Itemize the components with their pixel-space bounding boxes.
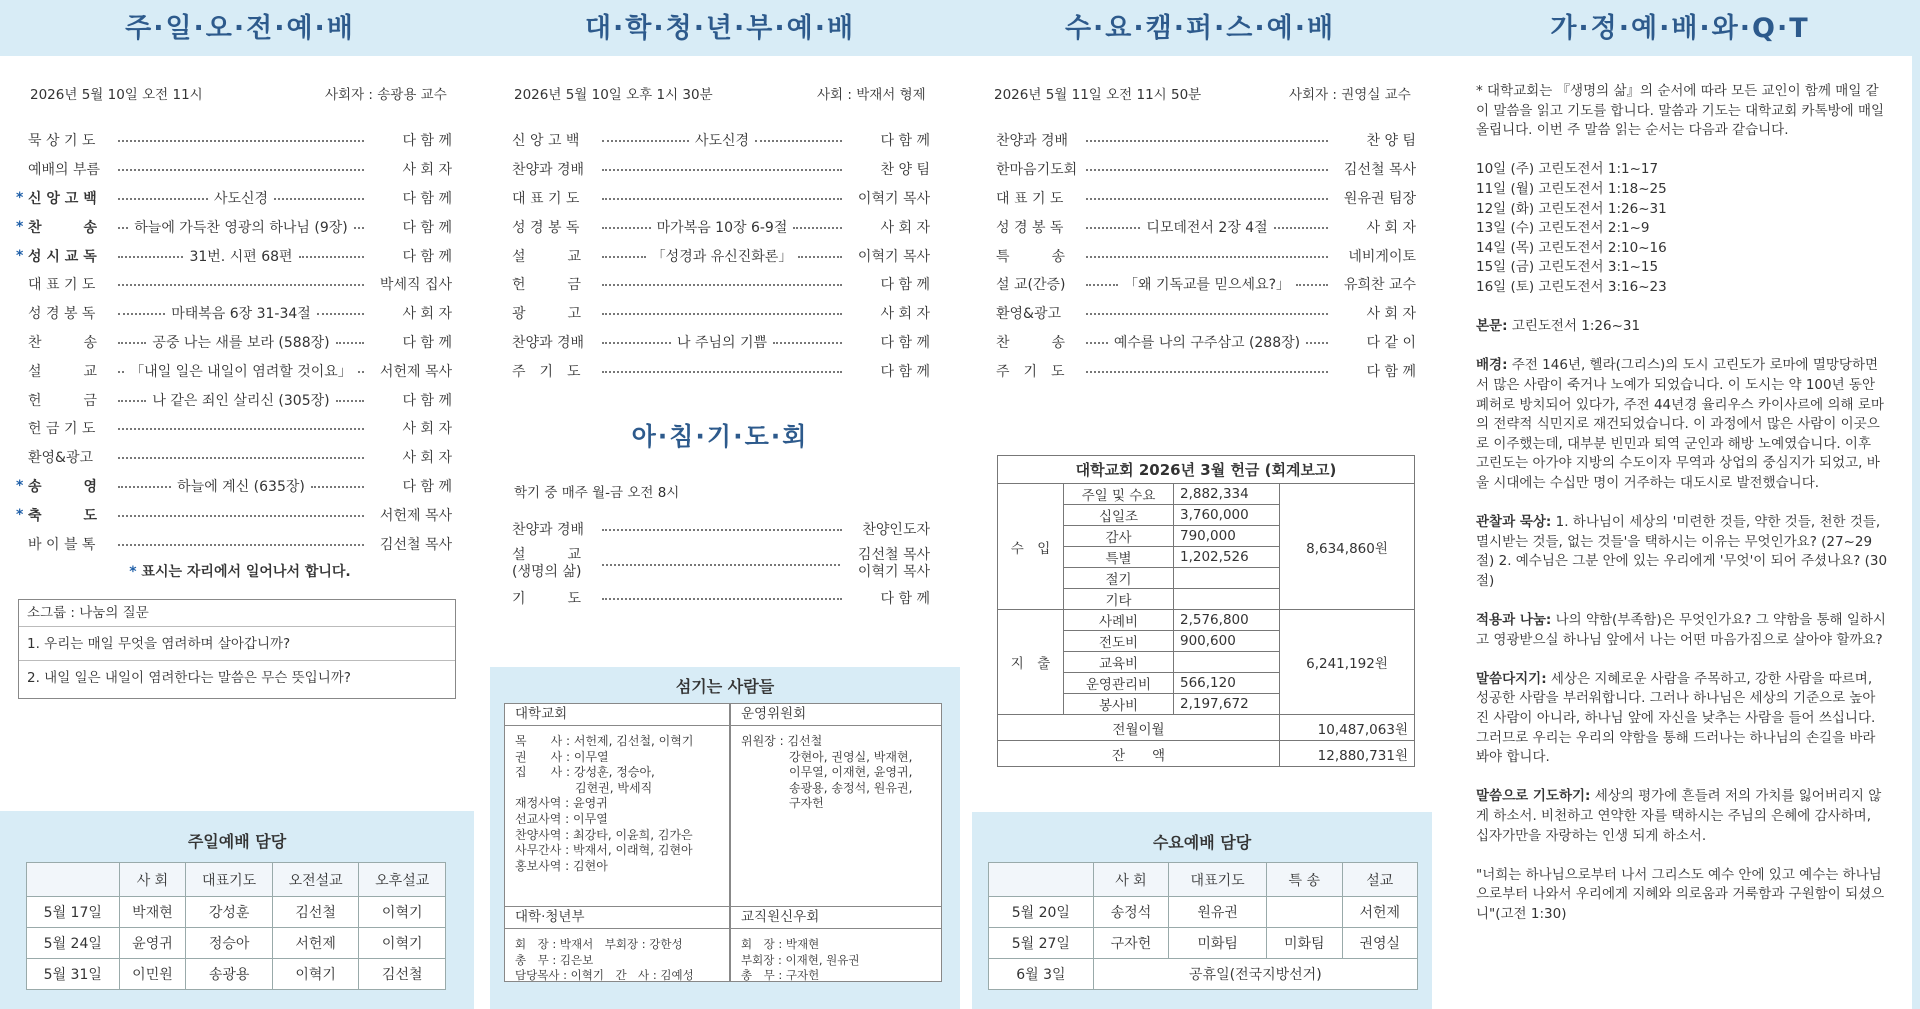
order-detail: 「성경과 유신진화론」	[651, 248, 793, 265]
leader-dots	[358, 371, 364, 373]
finance-expense-row: 운영관리비 566,120	[998, 673, 1415, 694]
duty-cell: 미화팀	[1169, 928, 1267, 959]
servers-church-head: 대학교회	[505, 704, 729, 726]
youth-date: 2026년 5월 10일 오후 1시 30분	[514, 87, 713, 103]
sunday-presider: 사회자 : 송광용 교수	[325, 87, 447, 103]
small-group-q1: 1. 우리는 매일 무엇을 염려하며 살아갑니까?	[19, 626, 455, 660]
order-detail: 나 주님의 기쁨	[676, 334, 768, 351]
order-row	[512, 184, 930, 213]
order-label: 성 경 봉 독	[28, 306, 96, 323]
order-leader: 사 회 자	[1366, 219, 1417, 236]
order-row	[512, 126, 930, 155]
duty-cell: 구자헌	[1093, 928, 1168, 959]
order-leader: 이혁기 목사	[857, 190, 930, 207]
standing-star: *	[16, 247, 24, 264]
order-label: 찬양과 경배	[996, 133, 1069, 150]
order-label: 특 송	[996, 248, 1066, 265]
order-label: 찬 송	[996, 334, 1066, 351]
leader-dots	[602, 313, 842, 315]
morning-prayer-schedule: 학기 중 매주 월-금 오전 8시	[514, 485, 680, 501]
finance-expense-row: 봉사비 2,197,672	[998, 694, 1415, 715]
order-detail: 예수를 나의 구주삼고 (288장)	[1113, 334, 1301, 351]
servers-committee-body: 위원장 : 김선철 강현아, 권영실, 박재현, 이무열, 이재현, 윤영귀, 송광용, 송정석, 원유권, 구자헌	[741, 734, 913, 811]
duty-cell: 윤영귀	[119, 928, 186, 959]
servers-committee-box	[730, 703, 942, 907]
leader-dots	[1086, 371, 1328, 373]
duty-row	[27, 928, 446, 959]
order-row	[16, 155, 452, 184]
servers-committee-head: 운영위원회	[731, 704, 941, 726]
qt-observation: 관찰과 묵상: 1. 하나님이 세상의 '미련한 것들, 약한 것들, 천한 것들, 멸시받는 것들, 없는 것들'을 택하시는 이유는 무엇인가요? (27~29절) 2. 예수님은 그분 안에 있는 우리에게 '무엇'이 되어 주셨나요? (30절)	[1476, 514, 1888, 589]
sunday-date: 2026년 5월 10일 오전 11시	[30, 87, 203, 103]
order-leader: 다 같 이	[1366, 334, 1416, 351]
morning-prayer-title: 아·침·기·도·회	[631, 422, 809, 451]
qt-right-edge	[1912, 0, 1920, 1009]
order-row	[16, 472, 452, 501]
duty-row: 6월 3일 공휴일(전국지방선거)	[989, 959, 1418, 990]
servers-title: 섬기는 사람들	[675, 677, 775, 696]
order-leader: 다 함 께	[402, 133, 452, 150]
leader-dots	[793, 227, 842, 229]
servers-staff-body: 회 장 : 박재현 부회장 : 이재현, 원유권 총 무 : 구자헌	[741, 937, 860, 983]
order-leader: 다 함 께	[1366, 363, 1416, 380]
finance-income-row: 십일조 3,760,000	[998, 505, 1415, 526]
order-detail: 31번. 시편 68편	[189, 248, 293, 265]
order-leader: 찬 양 팀	[880, 162, 930, 179]
order-label: 설 교	[512, 248, 582, 265]
duty-cell: 이혁기	[359, 897, 446, 928]
order-row	[512, 241, 930, 270]
morning-row: 찬양과 경배 찬양인도자	[512, 522, 930, 539]
order-detail: 사도신경	[213, 190, 269, 207]
leader-dots	[602, 256, 646, 258]
leader-dots	[755, 140, 842, 142]
order-row	[16, 184, 452, 213]
order-label: 환영&광고	[28, 450, 94, 467]
duty-header-cell	[989, 863, 1094, 897]
sunday-duty-title: 주일예배 담당	[187, 832, 287, 851]
order-leader: 다 함 께	[880, 363, 930, 380]
sunday-duty-table	[26, 862, 446, 990]
leader-dots	[336, 400, 364, 402]
qt-title: 가·정·예·배·와·Q·T	[1550, 13, 1810, 44]
leader-dots	[1086, 227, 1140, 229]
leader-dots	[118, 227, 128, 229]
leader-dots	[1086, 198, 1328, 200]
leader-dots	[118, 342, 146, 344]
finance-income-row: 절기	[998, 568, 1415, 589]
order-label: 찬 송	[28, 219, 98, 236]
order-label: 주 기 도	[996, 363, 1065, 380]
leader-dots	[118, 256, 183, 258]
order-label: 축 도	[28, 507, 98, 524]
order-row	[16, 500, 452, 529]
order-leader: 다 함 께	[880, 334, 931, 351]
standing-star: *	[16, 477, 24, 494]
qt-reading-day: 16일 (토) 고린도전서 3:16~23	[1476, 278, 1667, 295]
leader-dots	[274, 198, 364, 200]
order-detail: 마태복음 6장 31-34절	[171, 306, 311, 323]
leader-dots	[773, 342, 842, 344]
order-detail: 공중 나는 새를 보라 (588장)	[152, 334, 330, 351]
leader-dots	[1296, 284, 1328, 286]
leader-dots	[118, 140, 364, 142]
leader-dots	[118, 515, 364, 517]
order-detail: 하늘에 계신 (635장)	[177, 478, 305, 495]
order-label: 주 기 도	[512, 363, 581, 380]
duty-header-cell: 오전설교	[272, 863, 359, 897]
order-row	[996, 356, 1416, 385]
finance-expense-row: 교육비	[998, 652, 1415, 673]
finance-title: 대학교회 2026년 3월 헌금 (회계보고)	[998, 456, 1415, 484]
duty-row	[989, 897, 1418, 928]
duty-header-cell: 사 회	[119, 863, 186, 897]
order-leader: 네비게이토	[1348, 248, 1416, 265]
servers-church-body: 목 사 : 서헌제, 김선철, 이혁기 권 사 : 이무열 집 사 : 강성훈, 정승아, 김현권, 박세직 재정사역 : 윤영귀 선교사역 : 이무열 찬양사역 : 최강타, 이윤희, 김가은 사무간사 : 박재서, 이래혁, 김현아 홍보사역 : 김현아	[515, 734, 694, 873]
finance-carry-row: 전월이월 10,487,063원	[998, 715, 1415, 741]
duty-cell: 이혁기	[272, 959, 359, 990]
duty-cell: 김선철	[272, 897, 359, 928]
order-row	[512, 270, 930, 299]
duty-header-cell: 특 송	[1267, 863, 1342, 897]
order-leader: 서헌제 목사	[379, 507, 452, 524]
order-row	[16, 443, 452, 472]
leader-dots	[118, 371, 124, 373]
note-text: 표시는 자리에서 일어나서 합니다.	[136, 564, 351, 580]
order-label: 광 고	[512, 306, 582, 323]
morning-row: 기 도 다 함 께	[512, 591, 930, 608]
order-leader: 다 함 께	[880, 277, 930, 294]
order-row	[996, 241, 1416, 270]
order-row	[16, 212, 452, 241]
servers-staff-head: 교직원신우회	[731, 907, 941, 929]
order-leader: 이혁기 목사	[857, 248, 930, 265]
duty-cell: 5월 17일	[27, 897, 120, 928]
order-leader: 김선철 목사	[379, 536, 452, 553]
order-label: 예배의 부름	[28, 162, 101, 179]
order-label: 바 이 블 톡	[28, 536, 96, 553]
youth-title: 대·학·청·년·부·예·배	[584, 13, 856, 44]
small-group-box	[18, 599, 456, 699]
leader-dots	[317, 313, 364, 315]
order-row	[512, 299, 930, 328]
order-label: 성 경 봉 독	[512, 219, 580, 236]
order-leader: 원유권 팀장	[1343, 190, 1416, 207]
finance-expense-row: 전도비 900,600	[998, 631, 1415, 652]
order-leader: 사 회 자	[402, 450, 452, 467]
wednesday-date: 2026년 5월 11일 오전 11시 50분	[994, 87, 1202, 103]
duty-cell: 5월 24일	[27, 928, 120, 959]
order-row	[16, 356, 452, 385]
order-row	[16, 529, 452, 558]
order-leader: 서헌제 목사	[379, 363, 452, 380]
order-row	[512, 356, 930, 385]
duty-header-row	[989, 863, 1418, 897]
leader-dots	[118, 198, 208, 200]
duty-row	[989, 928, 1418, 959]
morning-row: 설 교 (생명의 삶) 김선철 목사 이혁기 목사	[512, 546, 930, 580]
duty-header-cell: 오후설교	[359, 863, 446, 897]
leader-dots	[311, 486, 364, 488]
qt-reading-day: 15일 (금) 고린도전서 3:1~15	[1476, 259, 1659, 276]
duty-header-cell: 대표기도	[1169, 863, 1267, 897]
duty-row	[27, 959, 446, 990]
finance-income-row: 특별 1,202,526	[998, 547, 1415, 568]
duty-header-cell: 사 회	[1093, 863, 1168, 897]
duty-cell: 권영실	[1342, 928, 1417, 959]
order-leader: 사 회 자	[880, 219, 931, 236]
order-row	[16, 126, 452, 155]
leader-dots	[118, 169, 364, 171]
order-row	[996, 299, 1416, 328]
qt-reading-day: 10일 (주) 고린도전서 1:1~17	[1476, 161, 1659, 178]
order-row	[512, 212, 930, 241]
wednesday-order	[996, 126, 1416, 385]
qt-intro: * 대학교회는 『생명의 삶』의 순서에 따라 모든 교인이 함께 매일 같이 말씀을 읽고 기도를 합니다. 말씀과 기도는 대학교회 카톡방에 매일 올립니다. 이번 주 말씀 읽는 순서는 다음과 같습니다.	[1476, 83, 1885, 139]
order-row	[16, 414, 452, 443]
finance-expense-row: 지 출 사례비 2,576,800 6,241,192원	[998, 610, 1415, 631]
servers-church-box	[504, 703, 730, 907]
leader-dots	[1086, 342, 1108, 344]
servers-youth-head: 대학·청년부	[505, 907, 729, 929]
duty-cell: 송정석	[1093, 897, 1168, 928]
duty-cell: 서헌제	[272, 928, 359, 959]
finance-income-row: 감사 790,000	[998, 526, 1415, 547]
order-leader: 다 함 께	[402, 478, 453, 495]
order-row	[996, 184, 1416, 213]
duty-cell: 이혁기	[359, 928, 446, 959]
order-leader: 사 회 자	[1366, 306, 1416, 323]
duty-header-cell	[27, 863, 120, 897]
order-label: 환영&광고	[996, 306, 1062, 323]
standing-star: *	[16, 189, 24, 206]
leader-dots	[1086, 169, 1328, 171]
leader-dots	[602, 198, 842, 200]
order-row	[16, 385, 452, 414]
duty-cell: 이민원	[119, 959, 186, 990]
qt-reading-day: 13일 (수) 고린도전서 2:1~9	[1476, 220, 1650, 237]
order-label: 찬양과 경배	[512, 162, 585, 179]
order-row	[996, 126, 1416, 155]
duty-cell: 송광용	[186, 959, 273, 990]
qt-text: 본문: 고린도전서 1:26~31	[1476, 318, 1641, 335]
duty-row	[27, 897, 446, 928]
standing-star: *	[16, 506, 24, 523]
order-row	[16, 241, 452, 270]
finance-income-row: 기타	[998, 589, 1415, 610]
order-leader: 다 함 께	[880, 133, 931, 150]
small-group-title: 소그룹 : 나눔의 질문	[27, 605, 149, 621]
finance-balance-row: 잔 액 12,880,731원	[998, 741, 1415, 767]
order-leader: 사 회 자	[402, 162, 452, 179]
duty-cell: 김선철	[359, 959, 446, 990]
order-detail: 사도신경	[694, 133, 750, 150]
leader-dots	[1086, 140, 1328, 142]
sunday-order	[16, 126, 452, 558]
leader-dots	[299, 256, 364, 258]
leader-dots	[336, 342, 364, 344]
order-leader: 김선철 목사	[1343, 162, 1416, 179]
order-label: 헌 금	[512, 277, 582, 294]
order-label: 성 경 봉 독	[996, 219, 1064, 236]
qt-reading-day: 11일 (월) 고린도전서 1:18~25	[1476, 180, 1667, 197]
wednesday-presider: 사회자 : 권영실 교수	[1289, 87, 1411, 103]
leader-dots	[1086, 284, 1118, 286]
leader-dots	[354, 227, 364, 229]
order-leader: 유희찬 교수	[1343, 277, 1417, 294]
order-label: 묵 상 기 도	[28, 133, 96, 150]
order-label: 신 앙 고 백	[28, 190, 97, 207]
qt-content	[1476, 82, 1888, 944]
note-star: *	[129, 564, 137, 580]
order-label: 대 표 기 도	[512, 190, 580, 207]
leader-dots	[118, 313, 165, 315]
leader-dots	[118, 457, 364, 459]
qt-verse: "너희는 하나님으로부터 나서 그리스도 예수 안에 있고 예수는 하나님으로부터 나와서 우리에게 지혜와 의로움과 거룩함과 구원함이 되셨으니"(고전 1:30)	[1476, 866, 1885, 922]
duty-header-cell: 대표기도	[186, 863, 273, 897]
qt-meditation: 말씀다지기: 세상은 지혜로운 사람을 주목하고, 강한 사람을 따르며, 성공한 사람을 부러워합니다. 그러나 하나님은 세상의 기준으로 높아진 사람이 아니라, 하나님 앞에 자신을 낮추는 사람을 들어 쓰십니다. 그러므로 우리는 우리의 약함을 통해 드러나는 하나님의 손길을 바라봐야 합니다.	[1476, 670, 1876, 766]
order-row	[996, 328, 1416, 357]
order-row	[996, 212, 1416, 241]
qt-application: 적용과 나눔: 나의 약함(부족함)은 무엇인가요? 그 약함을 통해 일하시고 영광받으실 하나님 앞에서 나는 어떤 마음가짐으로 살아야 할까요?	[1476, 612, 1886, 648]
order-label: 한마음기도회	[996, 162, 1078, 179]
duty-header-cell: 설교	[1342, 863, 1417, 897]
duty-header-row	[27, 863, 446, 897]
leader-dots	[118, 428, 364, 430]
leader-dots	[602, 284, 842, 286]
order-leader: 다 함 께	[402, 190, 453, 207]
duty-cell: 5월 27일	[989, 928, 1094, 959]
order-leader: 사 회 자	[402, 306, 453, 323]
duty-cell	[1267, 897, 1342, 928]
finance-income-row: 수 입 주일 및 수요 2,882,334 8,634,860원	[998, 484, 1415, 505]
duty-cell: 박재현	[119, 897, 186, 928]
order-row	[996, 270, 1416, 299]
leader-dots	[118, 284, 364, 286]
duty-cell: 5월 20일	[989, 897, 1094, 928]
leader-dots	[602, 227, 651, 229]
leader-dots	[1086, 256, 1328, 258]
order-label: 대 표 기 도	[28, 277, 96, 294]
qt-reading-day: 14일 (목) 고린도전서 2:10~16	[1476, 239, 1667, 256]
finance-table	[997, 455, 1415, 767]
order-row	[16, 328, 452, 357]
small-group-q2: 2. 내일 일은 내일이 염려한다는 말씀은 무슨 뜻입니까?	[19, 660, 455, 694]
order-leader: 박세직 집사	[379, 277, 452, 294]
order-label: 찬양과 경배	[512, 334, 585, 351]
order-row	[16, 299, 452, 328]
order-label: 설 교	[28, 363, 98, 380]
leader-dots	[602, 169, 842, 171]
order-label: 성 시 교 독	[28, 248, 97, 265]
order-label: 헌 금 기 도	[28, 421, 96, 438]
youth-order	[512, 126, 930, 385]
leader-dots	[118, 486, 171, 488]
order-label: 찬 송	[28, 334, 98, 351]
order-detail: 나 같은 죄인 살리신 (305장)	[152, 392, 330, 409]
duty-cell: 미화팀	[1267, 928, 1342, 959]
leader-dots	[1086, 313, 1328, 315]
qt-prayer: 말씀으로 기도하기: 세상의 평가에 흔들려 저의 가치를 잃어버리지 않게 하소서. 비천하고 연약한 자를 택하시는 주님의 은혜에 감사하며, 십자가만을 자랑하는 인생 되게 하소서.	[1476, 788, 1882, 844]
order-leader: 다 함 께	[402, 248, 453, 265]
servers-youth-box	[504, 906, 730, 982]
order-label: 신 앙 고 백	[512, 133, 580, 150]
order-label: 헌 금	[28, 392, 98, 409]
order-leader: 다 함 께	[402, 219, 453, 236]
order-row	[996, 155, 1416, 184]
servers-staff-box	[730, 906, 942, 982]
order-detail: 하늘에 가득찬 영광의 하나님 (9장)	[134, 219, 348, 236]
youth-presider: 사회 : 박재서 형제	[817, 87, 926, 103]
duty-cell: 강성훈	[186, 897, 273, 928]
leader-dots	[1274, 227, 1328, 229]
order-detail: 마가복음 10장 6-9절	[656, 219, 788, 236]
order-row	[512, 155, 930, 184]
order-leader: 사 회 자	[402, 421, 452, 438]
duty-cell: 원유권	[1169, 897, 1267, 928]
servers-youth-body: 회 장 : 박재서 부회장 : 강한성 총 무 : 김은보 담당목사 : 이혁기 간 사 : 김예성	[515, 937, 694, 983]
leader-dots	[118, 400, 146, 402]
duty-cell: 정승아	[186, 928, 273, 959]
duty-cell: 5월 31일	[27, 959, 120, 990]
leader-dots	[602, 342, 671, 344]
order-row	[512, 328, 930, 357]
order-leader: 다 함 께	[402, 392, 453, 409]
order-label: 대 표 기 도	[996, 190, 1064, 207]
order-row	[16, 270, 452, 299]
standing-star: *	[16, 218, 24, 235]
qt-background: 배경: 주전 146년, 헬라(그리스)의 도시 고린도가 로마에 멸망당하면서 많은 사람이 죽거나 노예가 되었습니다. 이 도시는 약 100년 동안 폐허로 방치되어 있다가, 주전 44년경 율리우스 카이사르에 의해 로마의 전략적 식민지로 재건되었습니다. 이 과정에서 많은 사람이 이곳으로 이주했는데, 대부분 빈민과 퇴역 군인과 해방 노예였습니다. 이후 고린도는 아가야 지방의 수도이자 무역과 상업의 중심지가 되었고, 바울 시대에는 수십만 명이 거주하는 대도시로 발전했습니다.	[1476, 357, 1884, 491]
leader-dots	[118, 544, 364, 546]
order-leader: 사 회 자	[880, 306, 930, 323]
morning-prayer-order	[512, 515, 930, 613]
leader-dots	[602, 140, 689, 142]
sunday-title: 주·일·오·전·예·배	[125, 13, 355, 44]
qt-reading-day: 12일 (화) 고린도전서 1:26~31	[1476, 200, 1667, 217]
order-detail: 「왜 기독교를 믿으세요?」	[1123, 277, 1291, 294]
standing-note	[0, 561, 480, 581]
wednesday-duty-table	[988, 862, 1418, 990]
leader-dots	[602, 371, 842, 373]
duty-cell: 서헌제	[1342, 897, 1417, 928]
order-detail: 디모데전서 2장 4절	[1146, 219, 1268, 236]
qt-reading-list	[1476, 160, 1888, 297]
leader-dots	[798, 256, 842, 258]
order-label: 설 교(간증)	[996, 277, 1066, 294]
wednesday-title: 수·요·캠·퍼·스·예·배	[1064, 13, 1336, 44]
wednesday-duty-title: 수요예배 담당	[1152, 833, 1252, 852]
leader-dots	[1306, 342, 1328, 344]
order-label: 송 영	[28, 478, 98, 495]
order-leader: 다 함 께	[402, 334, 453, 351]
order-detail: 「내일 일은 내일이 염려할 것이요」	[130, 363, 352, 380]
order-leader: 찬 양 팀	[1366, 133, 1416, 150]
